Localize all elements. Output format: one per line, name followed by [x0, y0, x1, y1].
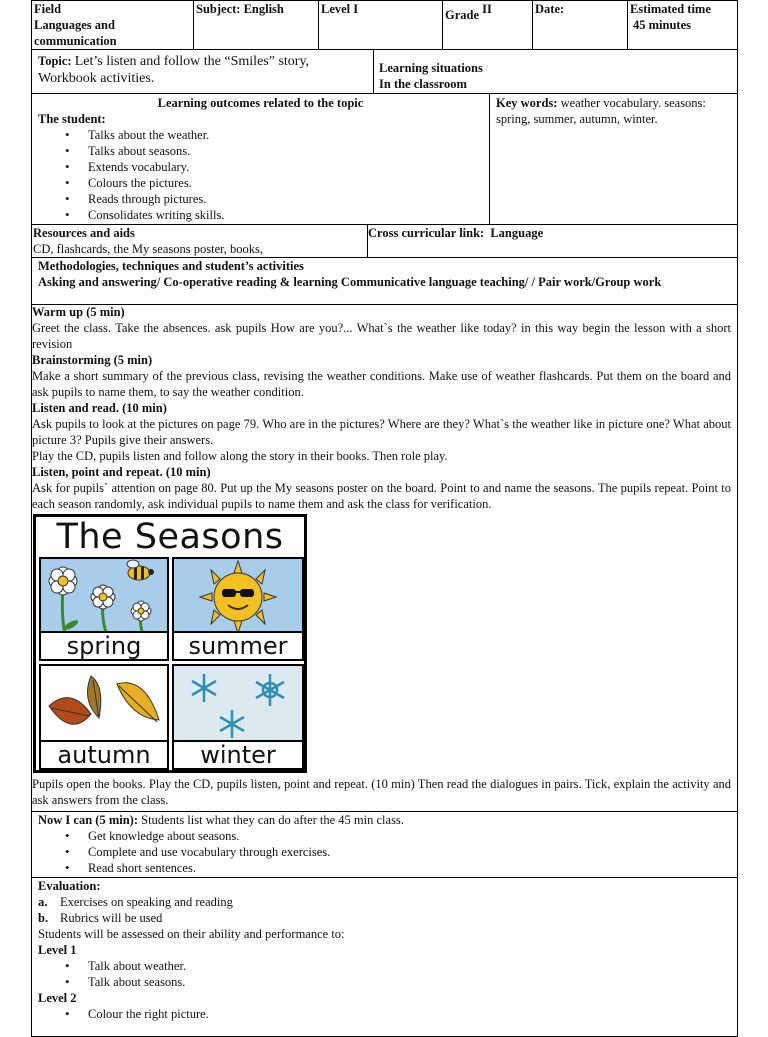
listen-read-text: Ask pupils to look at the pictures on page 79. Who are in the pictures? Where are they? What`s the weather like in picture one? What about picture 3? Pupils give their answers.: [32, 417, 731, 447]
keywords-text: weather vocabulary. seasons: spring, summer, autumn, winter.: [496, 96, 706, 126]
grade-label: Grade: [445, 8, 480, 22]
list-item: • Colour the right picture.: [88, 1006, 731, 1022]
header-level-cell: [318, 0, 443, 50]
spring-label: spring: [41, 631, 167, 659]
level-label: Level I: [321, 2, 359, 16]
autumn-label: autumn: [41, 740, 167, 768]
now-i-can-list: [38, 828, 731, 876]
list-item: • Talk about weather.: [88, 958, 731, 974]
situations-value: In the classroom: [379, 77, 467, 91]
list-item: • Get knowledge about seasons.: [88, 828, 731, 844]
header-date-cell: [532, 0, 628, 50]
spring-flowers-icon: [41, 559, 167, 635]
subject-label: Subject: English: [196, 2, 284, 16]
date-label: Date:: [535, 2, 565, 16]
list-item: • Complete and use vocabulary through exercises.: [88, 844, 731, 860]
evaluation-title: Evaluation:: [38, 879, 101, 893]
list-item: • Reads through pictures.: [88, 191, 483, 207]
level1-list: [38, 958, 731, 990]
point-repeat-text: Ask for pupils` attention on page 80. Put up the My seasons poster on the board. Point to and name the seasons. The pupils repeat. Point to each season randomly, ask individual pupils to name them and ask the class for verification.: [32, 481, 731, 511]
situations-cell: [373, 49, 738, 94]
keywords-cell: [489, 93, 738, 225]
listen-read-title: Listen and read. (10 min): [32, 401, 167, 415]
activities-cell: [31, 304, 738, 812]
evaluation-cell: [31, 877, 738, 1037]
item-b-text: Rubrics will be used: [60, 911, 163, 925]
winter-panel: [172, 664, 304, 770]
methodologies-text: Asking and answering/ Co-operative reading & learning Communicative language teaching/ / Pair work/Group work: [38, 275, 662, 289]
level1-label: Level 1: [38, 943, 77, 957]
list-item: • Talks about seasons.: [88, 143, 483, 159]
evaluation-item-b: [38, 910, 731, 926]
field-label: Field: [34, 2, 62, 16]
warmup-title: Warm up (5 min): [32, 305, 125, 319]
poster-title: The Seasons: [56, 517, 284, 557]
topic-cell: [31, 49, 374, 94]
student-label: The student:: [38, 112, 106, 126]
methodologies-title: Methodologies, techniques and student’s activities: [38, 259, 304, 273]
outcomes-list: [38, 127, 483, 223]
list-item: • Read short sentences.: [88, 860, 731, 876]
seasons-poster: [33, 514, 307, 773]
winter-label: winter: [174, 740, 302, 768]
point-repeat-title: Listen, point and repeat. (10 min): [32, 465, 211, 479]
list-item: • Colours the pictures.: [88, 175, 483, 191]
brainstorming-title: Brainstorming (5 min): [32, 353, 153, 367]
cross-link-value: Language: [490, 226, 544, 240]
now-i-can-label: Now I can (5 min):: [38, 813, 138, 827]
item-a-label: a.: [38, 895, 48, 909]
resources-cell: [31, 224, 368, 258]
header-field-cell: [31, 0, 194, 50]
autumn-panel: [39, 664, 169, 770]
time-label: Estimated time: [630, 2, 711, 16]
sun-icon: [174, 559, 302, 635]
field-value: Languages and communication: [34, 18, 117, 48]
now-i-can-text: Students list what they can do after the 45 min class.: [141, 813, 404, 827]
topic-text: Let’s listen and follow the “Smiles” story, Workbook activities.: [38, 54, 310, 86]
list-item: • Talk about seasons.: [88, 974, 731, 990]
autumn-leaves-icon: [41, 666, 167, 742]
listen-read-text-2: Play the CD, pupils listen and follow along the story in their books. Then role play.: [32, 449, 448, 463]
evaluation-item-a: [38, 894, 731, 910]
brainstorming-text: Make a short summary of the previous class, revising the weather conditions. Make use of weather flashcards. Put them on the board and ask pupils to name them, to say the weather condition.: [32, 369, 731, 399]
after-poster-text: Pupils open the books. Play the CD, pupils listen, point and repeat. (10 min) Then read the dialogues in pairs. Tick, explain the activity and ask answers from the class.: [32, 777, 731, 807]
item-b-label: b.: [38, 911, 49, 925]
summer-panel: [172, 557, 304, 661]
methodologies-cell: [31, 257, 738, 305]
keywords-label: Key words:: [496, 96, 558, 110]
cross-link-label: Cross curricular link:: [368, 226, 485, 240]
situations-label: Learning situations: [379, 61, 483, 75]
list-item: • Talks about the weather.: [88, 127, 483, 143]
time-value: 45 minutes: [633, 18, 691, 32]
level2-label: Level 2: [38, 991, 77, 1005]
now-i-can-cell: [31, 811, 738, 878]
topic-label: Topic:: [38, 54, 72, 68]
outcomes-cell: [31, 93, 490, 225]
header-subject-cell: [193, 0, 319, 50]
spring-panel: [39, 557, 169, 661]
resources-label: Resources and aids: [33, 226, 135, 240]
snowflakes-icon: [174, 666, 302, 742]
list-item: • Extends vocabulary.: [88, 159, 483, 175]
level2-list: [38, 1006, 731, 1022]
resources-text: CD, flashcards, the My seasons poster, books,: [33, 242, 264, 256]
list-item: • Consolidates writing skills.: [88, 207, 483, 223]
item-a-text: Exercises on speaking and reading: [60, 895, 233, 909]
outcomes-title: Learning outcomes related to the topic: [157, 96, 364, 110]
header-time-cell: [627, 0, 738, 50]
grade-value: II: [482, 2, 492, 16]
warmup-text: Greet the class. Take the absences. ask pupils How are you?... What`s the weather like today? in this way begin the lesson with a short revision: [32, 321, 731, 351]
cross-link-cell: [367, 224, 738, 258]
assess-text: Students will be assessed on their ability and performance to:: [38, 927, 345, 941]
summer-label: summer: [174, 631, 302, 659]
header-grade-cell: [442, 0, 533, 50]
